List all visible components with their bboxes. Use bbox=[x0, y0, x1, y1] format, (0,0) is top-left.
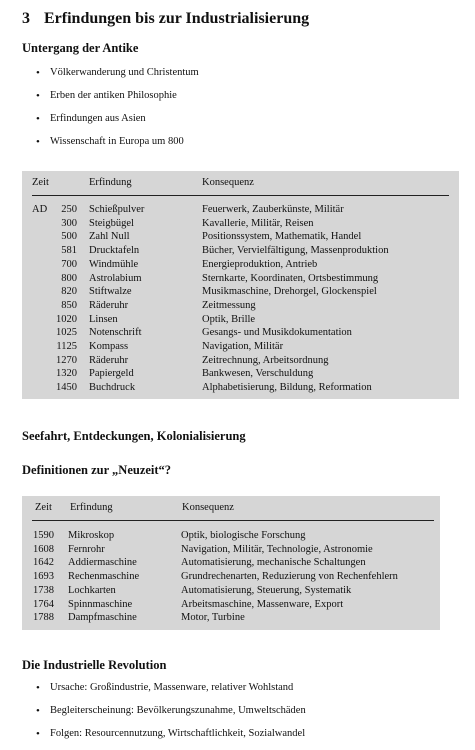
table-row bbox=[54, 285, 449, 299]
cell-spacer bbox=[77, 285, 89, 299]
cell-consequence: Sternkarte, Koordinaten, Ortsbestimmung bbox=[202, 272, 379, 284]
cell-invention: Buchdruck bbox=[89, 382, 136, 394]
cell-invention: Steigbügel bbox=[89, 217, 134, 229]
cell-year: 850 bbox=[61, 299, 77, 311]
table-row bbox=[33, 584, 433, 598]
cell-invention: Schießpulver bbox=[89, 204, 145, 215]
cell-consequence: Alphabetisierung, Bildung, Reformation bbox=[202, 382, 372, 394]
table-row bbox=[33, 529, 433, 543]
cell-invention: Stiftwalze bbox=[89, 286, 132, 298]
cell-year: 1025 bbox=[56, 327, 77, 339]
cell-spacer bbox=[77, 326, 89, 340]
cell-spacer bbox=[77, 244, 89, 258]
cell-spacer bbox=[77, 203, 89, 217]
section-heading-neuzeit: Definitionen zur „Neuzeit“? bbox=[22, 463, 172, 477]
cell-spacer bbox=[77, 354, 89, 368]
cell-year: 300 bbox=[61, 217, 77, 229]
column-header-erfindung: Erfindung bbox=[89, 177, 132, 188]
chapter-number: 3 bbox=[22, 10, 30, 27]
cell-invention: Spinnmaschine bbox=[68, 598, 133, 610]
cell-consequence: Positionssystem, Mathematik, Handel bbox=[202, 231, 362, 243]
cell-year: 1642 bbox=[33, 557, 54, 569]
table-body bbox=[33, 529, 433, 625]
cell-consequence: Optik, biologische Forschung bbox=[181, 530, 306, 541]
cell-spacer bbox=[77, 217, 89, 231]
cell-year: 1788 bbox=[33, 612, 54, 624]
list-item: • Völkerwanderung und Christentum bbox=[36, 66, 199, 89]
cell-consequence: Arbeitsmaschine, Massenware, Export bbox=[181, 598, 344, 610]
cell-spacer bbox=[77, 299, 89, 313]
cell-invention: Notenschrift bbox=[89, 327, 142, 339]
table-row bbox=[54, 203, 449, 217]
era-label: AD bbox=[32, 204, 48, 215]
cell-consequence: Feuerwerk, Zauberkünste, Militär bbox=[202, 204, 344, 215]
table-row bbox=[33, 611, 433, 625]
cell-spacer bbox=[77, 381, 89, 395]
section-heading-industrielle-revolution: Die Industrielle Revolution bbox=[22, 658, 167, 672]
table-row bbox=[54, 258, 449, 272]
column-header-zeit: Zeit bbox=[32, 177, 49, 188]
bullet-list-antike bbox=[36, 66, 199, 158]
table-row bbox=[54, 326, 449, 340]
table-row bbox=[33, 556, 433, 570]
inventions-table-antike bbox=[22, 171, 459, 399]
bullet-list-industrielle-revolution bbox=[36, 681, 306, 750]
cell-consequence: Navigation, Militär, Technologie, Astronomie bbox=[181, 543, 373, 555]
inventions-table-neuzeit bbox=[22, 496, 440, 630]
cell-consequence: Grundrechenarten, Reduzierung von Rechenfehlern bbox=[181, 571, 398, 583]
section-heading-antike: Untergang der Antike bbox=[22, 41, 139, 55]
chapter-heading bbox=[22, 10, 309, 28]
table-row bbox=[54, 340, 449, 354]
column-header-konsequenz: Konsequenz bbox=[182, 502, 234, 513]
table-row bbox=[54, 272, 449, 286]
cell-consequence: Musikmaschine, Drehorgel, Glockenspiel bbox=[202, 286, 377, 298]
cell-invention: Linsen bbox=[89, 313, 118, 325]
table-row bbox=[54, 381, 449, 395]
cell-invention: Lochkarten bbox=[68, 584, 116, 596]
cell-year: 1125 bbox=[56, 341, 77, 353]
cell-invention: Papiergeld bbox=[89, 368, 134, 380]
list-item: • Wissenschaft in Europa um 800 bbox=[36, 135, 199, 158]
cell-consequence: Automatisierung, mechanische Schaltungen bbox=[181, 557, 366, 569]
cell-year: 1608 bbox=[33, 543, 54, 555]
chapter-title: Erfindungen bis zur Industrialisierung bbox=[44, 10, 310, 27]
section-heading-seefahrt: Seefahrt, Entdeckungen, Kolonialisierung bbox=[22, 429, 246, 443]
cell-invention: Windmühle bbox=[89, 258, 139, 270]
cell-invention: Dampfmaschine bbox=[68, 612, 137, 624]
cell-consequence: Zeitrechnung, Arbeitsordnung bbox=[202, 354, 329, 366]
cell-invention: Kompass bbox=[89, 341, 129, 353]
list-item: • Erfindungen aus Asien bbox=[36, 112, 199, 135]
cell-consequence: Gesangs- und Musikdokumentation bbox=[202, 327, 352, 339]
table-row bbox=[33, 570, 433, 584]
list-item: • Begleiterscheinung: Bevölkerungszunahme, Umweltschäden bbox=[36, 704, 306, 727]
table-row bbox=[33, 543, 433, 557]
cell-invention: Räderuhr bbox=[89, 354, 129, 366]
table-row bbox=[54, 230, 449, 244]
table-row bbox=[54, 313, 449, 327]
cell-year: 1590 bbox=[33, 530, 54, 541]
header-rule bbox=[32, 520, 434, 521]
cell-consequence: Automatisierung, Steuerung, Systematik bbox=[181, 584, 352, 596]
cell-consequence: Kavallerie, Militär, Reisen bbox=[202, 217, 314, 229]
cell-year: 1693 bbox=[33, 571, 54, 583]
header-rule bbox=[32, 195, 449, 196]
cell-consequence: Energieproduktion, Antrieb bbox=[202, 258, 318, 270]
table-row bbox=[54, 217, 449, 231]
cell-invention: Fernrohr bbox=[68, 543, 105, 555]
list-item: • Ursache: Großindustrie, Massenware, relativer Wohlstand bbox=[36, 681, 306, 704]
cell-consequence: Optik, Brille bbox=[202, 313, 256, 325]
cell-year: 1764 bbox=[33, 598, 54, 610]
cell-invention: Addiermaschine bbox=[68, 557, 137, 569]
cell-spacer bbox=[77, 258, 89, 272]
column-header-erfindung: Erfindung bbox=[70, 502, 113, 513]
cell-consequence: Motor, Turbine bbox=[181, 612, 245, 624]
list-item: • Folgen: Resourcennutzung, Wirtschaftlichkeit, Sozialwandel bbox=[36, 727, 306, 750]
cell-consequence: Bankwesen, Verschuldung bbox=[202, 368, 314, 380]
cell-consequence: Navigation, Militär bbox=[202, 341, 284, 353]
table-row bbox=[54, 367, 449, 381]
table-row bbox=[54, 244, 449, 258]
column-header-konsequenz: Konsequenz bbox=[202, 177, 254, 188]
cell-spacer bbox=[77, 230, 89, 244]
cell-year: 1270 bbox=[56, 354, 77, 366]
cell-year: 800 bbox=[61, 272, 77, 284]
cell-spacer bbox=[77, 272, 89, 286]
cell-invention: Räderuhr bbox=[89, 299, 129, 311]
cell-spacer bbox=[77, 313, 89, 327]
cell-invention: Astrolabium bbox=[89, 272, 142, 284]
cell-invention: Mikroskop bbox=[68, 530, 115, 541]
cell-invention: Drucktafeln bbox=[89, 245, 140, 257]
cell-spacer bbox=[77, 367, 89, 381]
table-body bbox=[54, 203, 449, 395]
cell-year: 1020 bbox=[56, 313, 77, 325]
list-item: • Erben der antiken Philosophie bbox=[36, 89, 199, 112]
cell-invention: Zahl Null bbox=[89, 231, 130, 243]
table-row bbox=[33, 598, 433, 612]
cell-year: 1450 bbox=[56, 382, 77, 394]
cell-year: 700 bbox=[61, 258, 77, 270]
cell-year: 250 bbox=[61, 204, 77, 215]
cell-spacer bbox=[77, 340, 89, 354]
cell-consequence: Bücher, Vervielfältigung, Massenproduktion bbox=[202, 245, 389, 257]
cell-year: 1738 bbox=[33, 584, 54, 596]
table-row bbox=[54, 299, 449, 313]
table-row bbox=[54, 354, 449, 368]
column-header-zeit: Zeit bbox=[35, 502, 52, 513]
cell-year: 500 bbox=[61, 231, 77, 243]
cell-consequence: Zeitmessung bbox=[202, 299, 256, 311]
cell-invention: Rechenmaschine bbox=[68, 571, 140, 583]
cell-year: 820 bbox=[61, 286, 77, 298]
cell-year: 1320 bbox=[56, 368, 77, 380]
cell-year: 581 bbox=[61, 245, 77, 257]
